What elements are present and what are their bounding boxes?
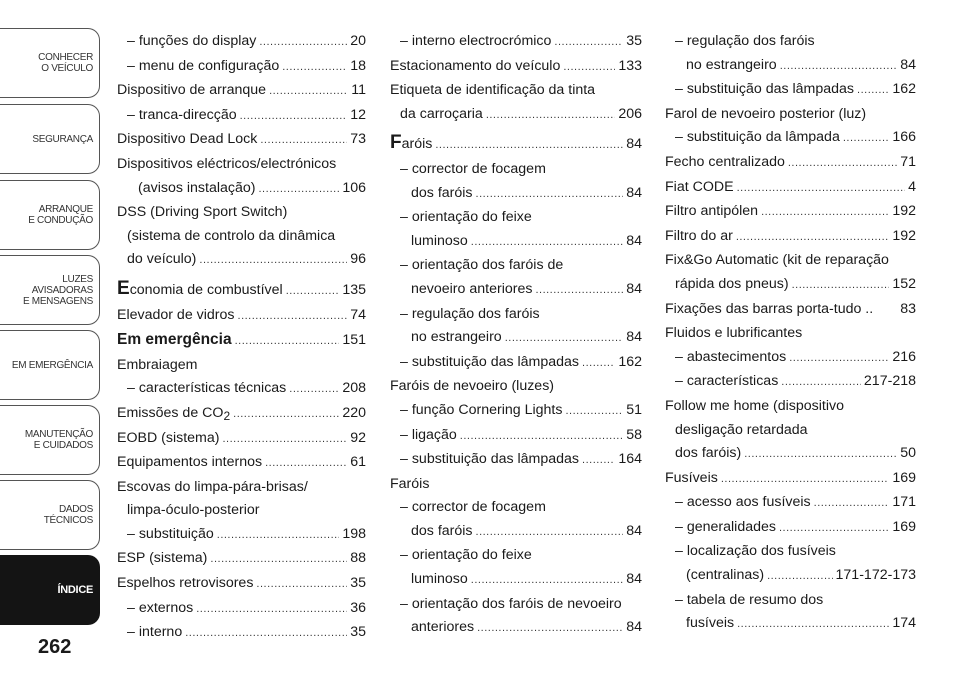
entry-page: 106 (342, 179, 366, 196)
entry-title: dos faróis (411, 522, 473, 539)
entry-heading: Escovas do limpa-pára-brisas/ (117, 478, 308, 495)
dot-leader (814, 492, 890, 516)
entry-page: 36 (350, 599, 366, 616)
index-column-1 (117, 30, 366, 646)
tab-label: SEGURANÇA (32, 133, 93, 145)
index-entry[interactable] (390, 520, 642, 545)
entry-heading: Farol de nevoeiro posterior (luz) (665, 105, 867, 122)
index-entry[interactable] (665, 200, 916, 225)
index-entry[interactable] (390, 278, 642, 303)
entry-title: Espelhos retrovisores (117, 575, 254, 592)
entry-page: 162 (618, 353, 642, 370)
entry-title: – funções do display (127, 33, 257, 49)
index-entry[interactable] (117, 30, 366, 55)
tab-conhecer-o-veiculo[interactable] (0, 28, 100, 98)
dot-leader (721, 468, 890, 492)
entry-page: 35 (350, 624, 366, 641)
entry-title: no estrangeiro (686, 56, 777, 73)
entry-page: 133 (618, 57, 642, 74)
index-entry[interactable] (117, 597, 366, 622)
index-entry[interactable] (117, 55, 366, 80)
index-entry[interactable] (117, 304, 366, 329)
dot-leader (265, 452, 347, 476)
entry-heading: – corrector de focagem (400, 499, 546, 516)
entry-page: 73 (350, 131, 366, 148)
entry-title: – características (675, 373, 779, 390)
entry-page: 88 (350, 550, 366, 567)
dot-leader (282, 56, 347, 80)
dot-leader (238, 305, 348, 329)
dot-leader (471, 569, 623, 593)
dot-leader (269, 80, 348, 104)
entry-title: EOBD (sistema) (117, 429, 220, 446)
index-entry[interactable] (665, 225, 916, 250)
dot-leader (476, 183, 624, 207)
index-entry[interactable] (665, 176, 916, 201)
tab-arranque-e-conducao[interactable] (0, 180, 100, 250)
entry-page: 169 (892, 518, 916, 535)
dot-leader (286, 280, 340, 304)
index-entry[interactable] (117, 523, 366, 548)
entry-heading: – orientação dos faróis de (400, 257, 564, 274)
entry-page: 162 (892, 81, 916, 98)
entry-page: 152 (892, 275, 916, 292)
entry-heading: Fix&Go Automatic (kit de reparação (665, 252, 889, 269)
dot-leader (235, 330, 340, 354)
dot-leader (744, 443, 897, 467)
index-entry[interactable] (390, 399, 642, 424)
entry-title: Filtro antipólen (665, 203, 759, 220)
index-entry[interactable] (117, 572, 366, 597)
index-entry[interactable] (390, 133, 642, 158)
tab-dados-tecnicos[interactable] (0, 480, 100, 550)
entry-page: 135 (342, 281, 366, 298)
entry-title: ESP (sistema) (117, 550, 208, 567)
entry-title: – menu de configuração (127, 57, 280, 74)
entry-page: 84 (626, 522, 642, 539)
dot-leader (737, 613, 889, 637)
dot-leader (792, 274, 890, 298)
entry-heading: – regulação dos faróis (400, 305, 540, 322)
tab-label: DADOS TÉCNICOS (43, 504, 93, 526)
index-column-3 (665, 30, 916, 637)
dot-leader (565, 400, 623, 424)
entry-title: – substituição da lâmpada (675, 129, 840, 146)
dot-leader (767, 565, 832, 589)
entry-heading: – orientação do feixe (400, 547, 532, 564)
entry-page: 192 (892, 203, 916, 220)
entry-page: 151 (342, 332, 366, 349)
entry-heading: – localização dos fusíveis (675, 543, 836, 560)
entry-page: 12 (350, 106, 366, 123)
entry-page: 4 (908, 178, 916, 195)
entry-title: rápida dos pneus) (675, 275, 789, 292)
tab-indice[interactable] (0, 555, 100, 625)
dot-leader (259, 31, 347, 55)
entry-page: 20 (350, 33, 366, 49)
dot-leader (843, 127, 889, 151)
page-number: 262 (38, 636, 72, 658)
entry-title: Fiat CODE (665, 178, 734, 195)
entry-continuation: (sistema de controlo da dinâmica (127, 227, 336, 244)
entry-title: – abastecimentos (675, 348, 787, 365)
entry-page: 169 (892, 469, 916, 486)
dot-leader (199, 249, 347, 273)
dot-leader (737, 177, 906, 201)
entry-page: 166 (892, 129, 916, 146)
entry-page: 84 (626, 232, 642, 249)
entry-page: 174 (892, 615, 916, 632)
entry-heading: Etiqueta de identificação da tinta (390, 82, 596, 99)
index-entry[interactable] (665, 612, 916, 637)
entry-continuation: desligação retardada (675, 421, 808, 438)
dot-leader (780, 55, 898, 79)
entry-page: 84 (626, 184, 642, 201)
dot-leader (788, 152, 897, 176)
dot-leader (789, 347, 889, 371)
tab-label: ÍNDICE (57, 583, 93, 596)
index-entry[interactable] (665, 516, 916, 541)
entry-page: 220 (342, 404, 366, 421)
index-entry[interactable] (665, 78, 916, 103)
tab-label: EM EMERGÊNCIA (11, 359, 93, 371)
index-entry[interactable] (390, 30, 642, 55)
index-entry[interactable] (390, 448, 642, 473)
dot-leader (256, 573, 347, 597)
dot-leader (761, 201, 889, 225)
index-entry[interactable] (117, 279, 366, 304)
entry-page: 84 (626, 280, 642, 297)
dot-leader (471, 231, 623, 255)
dot-leader (582, 352, 615, 376)
entry-title: da carroçaria (400, 105, 483, 122)
entry-page: 61 (350, 454, 366, 471)
entry-title: – substituição das lâmpadas (400, 353, 580, 370)
index-entry[interactable] (665, 564, 916, 589)
entry-title: conomia de combustível (129, 281, 283, 298)
index-entry[interactable] (117, 104, 366, 129)
entry-continuation: limpa-óculo-posterior (127, 502, 260, 519)
entry-title: (avisos instalação) (138, 179, 256, 196)
index-entry[interactable] (390, 55, 642, 80)
tab-label: CONHECER O VEÍCULO (38, 52, 93, 74)
index-entry[interactable] (390, 568, 642, 593)
entry-heading: – corrector de focagem (400, 160, 546, 177)
section-initial: E (117, 277, 130, 299)
entry-page: 51 (626, 401, 642, 418)
entry-page: 171-172-173 (835, 567, 916, 584)
dot-leader (240, 105, 348, 129)
entry-title: Filtro do ar (665, 227, 733, 244)
entry-title: Elevador de vidros (117, 306, 235, 323)
index-entry[interactable] (665, 273, 916, 298)
dot-leader (505, 327, 624, 351)
entry-title: luminoso (411, 571, 468, 588)
entry-title: anteriores (411, 619, 475, 636)
entry-title: – ligação (400, 426, 457, 443)
entry-title: – generalidades (675, 518, 776, 535)
index-entry[interactable] (117, 328, 366, 354)
entry-page: 84 (626, 619, 642, 636)
entry-page: 84 (626, 136, 642, 153)
index-entry[interactable] (665, 346, 916, 371)
entry-page: 171 (892, 494, 916, 511)
dot-leader (554, 31, 623, 55)
index-entry[interactable] (117, 621, 366, 646)
entry-title: Fusíveis (665, 469, 718, 486)
entry-heading: Faróis de nevoeiro (luzes) (390, 378, 555, 395)
section-initial: F (390, 132, 402, 154)
index-entry[interactable] (390, 424, 642, 449)
entry-title: – função Cornering Lights (400, 401, 563, 418)
tab-label: ARRANQUE E CONDUÇÃO (28, 204, 93, 226)
entry-heading: Embraiagem (117, 356, 198, 373)
entry-heading: DSS (Driving Sport Switch) (117, 204, 288, 221)
tab-label: LUZES AVISADORAS E MENSAGENS (22, 273, 93, 307)
entry-title: Emissões de CO (117, 404, 224, 421)
entry-page: 206 (618, 105, 642, 122)
dot-leader (233, 403, 339, 427)
index-entry[interactable] (117, 427, 366, 452)
index-entry[interactable] (665, 126, 916, 151)
entry-page: 50 (900, 445, 916, 462)
entry-heading: – orientação do feixe (400, 209, 532, 226)
entry-page: 18 (350, 57, 366, 74)
entry-title: Dispositivo Dead Lock (117, 131, 258, 148)
entry-title: Fixações das barras porta-tudo .. (665, 300, 874, 317)
dot-leader (476, 521, 624, 545)
index-entry[interactable] (665, 151, 916, 176)
entry-heading: Follow me home (dispositivo (665, 397, 844, 414)
dot-leader (781, 371, 861, 395)
entry-page: 216 (892, 348, 916, 365)
entry-page: 208 (342, 380, 366, 397)
entry-title: Estacionamento do veículo (390, 57, 561, 74)
entry-title: – acesso aos fusíveis (675, 494, 811, 511)
entry-title: nevoeiro anteriores (411, 280, 533, 297)
dot-leader (477, 617, 623, 641)
entry-title: fusíveis (686, 615, 735, 632)
subscript: 2 (223, 408, 231, 423)
entry-title: Equipamentos internos (117, 454, 263, 471)
dot-leader (736, 226, 890, 250)
index-entry[interactable] (390, 103, 642, 128)
entry-title: do veículo) (127, 251, 197, 268)
index-entry[interactable] (390, 616, 642, 641)
entry-title: dos faróis) (675, 445, 742, 462)
entry-title: dos faróis (411, 184, 473, 201)
entry-page: 84 (900, 56, 916, 73)
entry-title: – características técnicas (127, 380, 287, 397)
entry-heading: Dispositivos eléctricos/electrónicos (117, 155, 337, 172)
index-entry[interactable] (117, 547, 366, 572)
entry-page: 58 (626, 426, 642, 443)
entry-title: Em emergência (117, 331, 232, 349)
tab-label: MANUTENÇÃO E CUIDADOS (24, 429, 93, 451)
index-entry[interactable] (390, 182, 642, 207)
dot-leader (486, 104, 616, 128)
entry-title: – tranca-direcção (127, 106, 237, 123)
entry-page: 164 (618, 451, 642, 468)
entry-heading: Fluidos e lubrificantes (665, 325, 803, 342)
entry-page: 74 (350, 306, 366, 323)
entry-title: luminoso (411, 232, 468, 249)
dot-leader (460, 425, 623, 449)
dot-leader (185, 622, 347, 646)
index-entry[interactable] (665, 298, 916, 323)
index-entry[interactable] (665, 54, 916, 79)
index-entry[interactable] (117, 377, 366, 402)
tab-luzes-avisadoras[interactable] (0, 255, 100, 325)
entry-title: Fecho centralizado (665, 153, 785, 170)
entry-title: – substituição das lâmpadas (400, 451, 580, 468)
tab-seguranca[interactable] (0, 104, 100, 174)
index-entry[interactable] (390, 326, 642, 351)
dot-leader (210, 548, 347, 572)
entry-page: 35 (626, 33, 642, 49)
index-entry[interactable] (665, 442, 916, 467)
entry-page: 217-218 (863, 373, 916, 390)
entry-page: 11 (351, 82, 366, 99)
entry-page: 84 (626, 571, 642, 588)
dot-leader (435, 134, 623, 158)
entry-page: 192 (892, 227, 916, 244)
dot-leader (779, 517, 889, 541)
entry-page: 71 (900, 153, 916, 170)
entry-page: 35 (350, 575, 366, 592)
entry-page: 198 (342, 525, 366, 542)
index-entry[interactable] (665, 370, 916, 395)
entry-title: – substituição (127, 525, 214, 542)
entry-page: 83 (900, 300, 916, 317)
index-entry[interactable] (117, 128, 366, 153)
entry-title: no estrangeiro (411, 329, 502, 346)
entry-heading: Faróis (390, 475, 430, 492)
entry-title: aróis (401, 136, 433, 153)
index-entry[interactable] (390, 351, 642, 376)
tab-manutencao-e-cuidados[interactable] (0, 405, 100, 475)
dot-leader (857, 79, 889, 103)
dot-leader (582, 449, 615, 473)
entry-page: 96 (350, 251, 366, 268)
entry-heading: – tabela de resumo dos (675, 591, 824, 608)
dot-leader (563, 56, 615, 80)
index-entry[interactable] (665, 491, 916, 516)
index-entry[interactable] (117, 79, 366, 104)
index-entry[interactable] (117, 451, 366, 476)
entry-heading: – regulação dos faróis (675, 33, 815, 49)
index-entry[interactable] (117, 248, 366, 273)
entry-heading: – orientação dos faróis de nevoeiro (400, 595, 622, 612)
entry-title: – interno electrocrómico (400, 33, 552, 49)
index-entry[interactable] (665, 467, 916, 492)
index-entry[interactable] (390, 230, 642, 255)
dot-leader (259, 178, 340, 202)
dot-leader (196, 598, 347, 622)
dot-leader (289, 378, 339, 402)
dot-leader (260, 129, 347, 153)
tab-em-emergencia[interactable] (0, 330, 100, 400)
entry-title: (centralinas) (686, 567, 765, 584)
entry-title: – interno (127, 624, 183, 641)
dot-leader (535, 279, 623, 303)
entry-title: – externos (127, 599, 194, 616)
index-column-2 (390, 30, 642, 641)
entry-title: Dispositivo de arranque (117, 82, 267, 99)
entry-page: 92 (350, 429, 366, 446)
entry-title: – substituição das lâmpadas (675, 81, 855, 98)
dot-leader (217, 524, 340, 548)
dot-leader (222, 428, 347, 452)
index-entry[interactable] (117, 402, 366, 427)
entry-page: 84 (626, 329, 642, 346)
index-entry[interactable] (117, 177, 366, 202)
